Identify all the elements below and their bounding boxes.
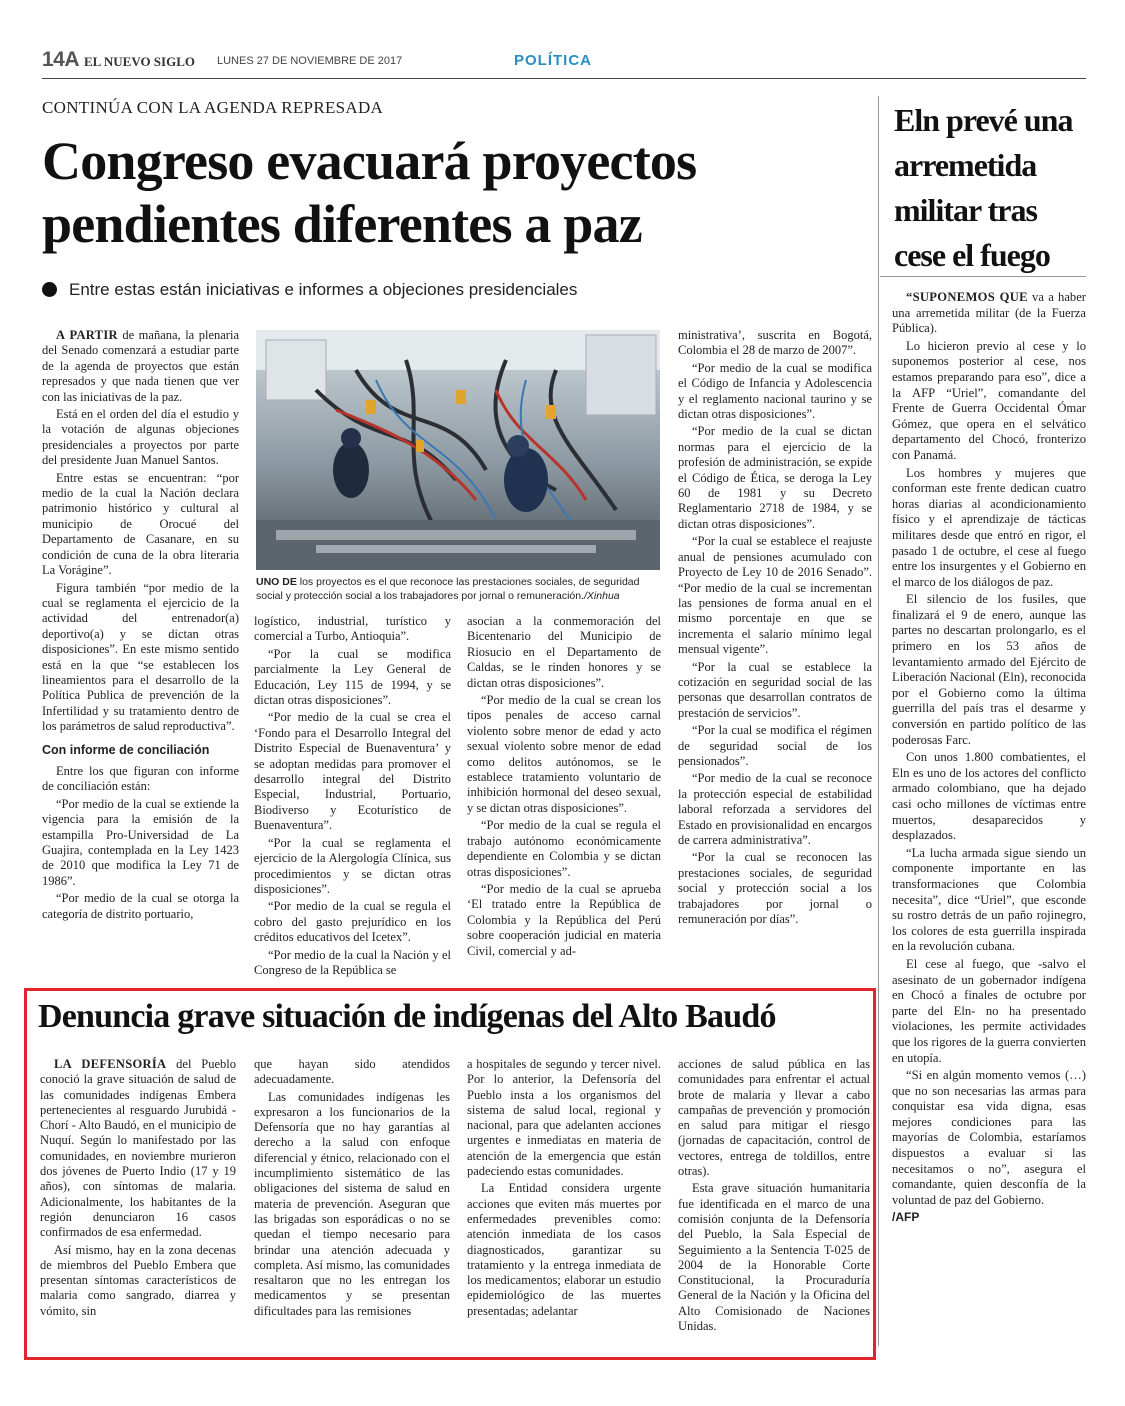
caption-lead: UNO DE — [256, 576, 297, 588]
article-deck — [42, 280, 862, 300]
paragraph-text: que hayan sido atendidos adecuadamente. — [254, 1057, 450, 1087]
paragraph-text: del Pueblo conoció la grave situación de salud de las comunidades indígenas Embera pertenecientes al resguardo Jurubidá - Chorí - Alto Baudó, en el municipio de Nuquí. Según lo manifestado por las comunidades, en noviembre murieron dos jóvenes de Puerto Indio (17 y 19 años), con síntomas de malaria. Adicionalmente, los habitantes de la región denunciaron 16 casos confirmados de esa enfermedad. — [40, 1057, 236, 1240]
paragraph — [892, 846, 1086, 955]
paragraph-text: “La lucha armada sigue siendo un componente importante en las transformaciones que Colombia necesita”, dice “Uriel”, que esconde su rostro detrás de un paño rojinegro, los colores de esta guerrilla inspirada en la revolución cubana. — [892, 845, 1086, 954]
paragraph — [254, 1057, 450, 1088]
paragraph — [254, 614, 451, 645]
paragraph — [42, 328, 239, 405]
paragraph-text: El cese al fuego, que -salvo el asesinato de un gobernador indígena en Chocó a finales de octubre por parte del Eln- no ha presentado violaciones, les permite actividades que los rigores de la guerra convierten en utopía. — [892, 956, 1086, 1065]
paragraph — [678, 534, 872, 657]
paragraph — [892, 592, 1086, 748]
article-subhead: Con informe de conciliación — [42, 742, 210, 757]
paragraph-text: acciones de salud pública en las comunidades para enfrentar el actual brote de malaria y llevar a cabo campañas de prevención y promoción en salud para mitigar el riesgo (jornadas de capacitación, control de vectores, entrega de toldillos, entre otras). — [678, 1057, 870, 1179]
caption-text: los proyectos es el que reconoce las prestaciones sociales, de seguridad social y protección social a los trabajadores por jornal o remuneración. — [256, 576, 640, 602]
article-headline: Congreso evacuará proyectos pendientes diferentes a paz — [42, 131, 697, 254]
page-header — [42, 48, 1086, 79]
article-photo — [256, 330, 660, 570]
paragraph-text: Entre estas se encuentran: “por medio de la cual la Nación declara patrimonio histórico y cultural al municipio de Orocué del Departamento de Casanare, en su condición de cuna de la obra literaria La Vorágine”. — [42, 470, 239, 578]
paragraph-text: “Por la cual se establece la cotización en seguridad social de las personas que desarrollan contratos de prestación de servicios”. — [678, 659, 872, 720]
paragraph — [678, 771, 872, 848]
sidebar-column — [892, 290, 1086, 1226]
paragraph — [254, 836, 451, 898]
paragraph-text: Los hombres y mujeres que conforman este frente dedican cuatro horas diarias al acondicionamiento físico y el aprendizaje de tácticas militares desde que entró en rigor, el pasado 1 de octubre, el cese al fuego entre los insurgentes y el Gobierno en el marco de los diálogos de paz. — [892, 465, 1086, 589]
box-column-2 — [254, 1057, 450, 1321]
deck-text: Entre estas están iniciativas e informes a objeciones presidenciales — [69, 280, 578, 299]
paragraph — [892, 1068, 1086, 1208]
paragraph — [892, 466, 1086, 591]
article-column-4 — [678, 328, 872, 929]
box-headline: Denuncia grave situación de indígenas del Alto Baudó — [38, 998, 776, 1035]
paragraph-text: “Por medio de la cual se regula el cobro del gasto prejurídico en los créditos educativos del Icetex”. — [254, 899, 451, 945]
sidebar-divider — [878, 96, 879, 1346]
box-column-3 — [467, 1057, 661, 1321]
article-column-3 — [467, 614, 661, 961]
paragraph — [40, 1243, 236, 1319]
paragraph-text: “Si en algún momento vemos (…) que no son necesarias las armas para conquistar esa vida digna, esas mejores condiciones para las mayorías de Colombia, estaríamos dispuestos a evaluar si las necesitamos o no”, asegura el comandante, quien desconfía de la voluntad de paz del Gobierno. — [892, 1068, 1086, 1207]
paragraph-text: “Por medio de la cual se regula el trabajo autónomo económicamente dependiente en Colombia y se dictan otras disposiciones”. — [467, 818, 661, 879]
page-number: 14A — [42, 48, 80, 71]
masthead: EL NUEVO SIGLO — [84, 54, 195, 69]
paragraph-text: ministrativa’, suscrita en Bogotá, Colombia el 28 de marzo de 2007”. — [678, 328, 872, 358]
caption-credit: /Xinhua — [584, 590, 620, 602]
paragraph — [42, 764, 239, 795]
paragraph — [892, 290, 1086, 337]
paragraph-text: Con unos 1.800 combatientes, el Eln es uno de los actores del conflicto armado colombiano, que ha dejado casi ocho millones de víctimas entre muertos, desaparecidos y desplazados. — [892, 750, 1086, 843]
paragraph-text: Entre los que figuran con informe de conciliación están: — [42, 763, 239, 794]
paragraph — [467, 882, 661, 959]
paragraph-text: “Por medio de la cual se crean los tipos penales de acceso carnal violento sobre menor de edad y acto sexual violento sobre menor de edad como delitos autónomos, se le establece tratamiento voluntario de inhibición hormonal del deseo sexual, y se dictan otras disposiciones”. — [467, 693, 661, 815]
paragraph — [467, 614, 661, 691]
box-column-4 — [678, 1057, 870, 1336]
factory-photo-illustration — [256, 330, 660, 570]
paragraph-text: logístico, industrial, turístico y comercial a Turbo, Antioquia”. — [254, 614, 451, 644]
paragraph — [42, 797, 239, 889]
paragraph-text: “Por medio de la cual se modifica el Código de Infancia y Adolescencia y el reglamento nacional taurino y se dictan otras disposiciones”. — [678, 360, 872, 422]
paragraph — [254, 710, 451, 833]
paragraph-text: de mañana, la plenaria del Senado comenzará a estudiar parte de la agenda de proyectos que están represados y que nada tienen que ver con las iniciativas de la paz. — [42, 328, 239, 404]
paragraph — [892, 339, 1086, 464]
article-column-1 — [42, 328, 239, 924]
paragraph-text: Las comunidades indígenas les expresaron a los funcionarios de la Defensoría que no hay garantías al derecho a la salud con enfoque diferencial y étnico, relacionado con el incumplimiento sistemático de las obligaciones del sistema de salud en materia de prevención. Aseguran que las brigadas son esporádicas o no se quedan el tiempo necesario para brindar una atención adecuada y completa. Así mismo, las comunidades resaltaron que no les entregan los medicamentos y se presentan dificultades para las remisiones — [254, 1089, 450, 1318]
paragraph-text: “Por medio de la cual se otorga la categoría de distrito portuario, — [42, 891, 239, 921]
box-column-1 — [40, 1057, 236, 1321]
paragraph — [254, 1090, 450, 1319]
lead-in: A PARTIR — [56, 328, 118, 342]
paragraph-text: Lo hicieron previo al cese y lo suponemos posterior al cese, nos estamos preparando para eso”, dice a la AFP “Uriel”, comandante del Frente de Guerra Occidental Ómar Gómez, que opera en el selvático departamento del Chocó, fronterizo con Panamá. — [892, 338, 1086, 462]
paragraph — [467, 1181, 661, 1319]
paragraph — [42, 581, 239, 735]
paragraph-text: “Por medio de la cual se reconoce la protección especial de estabilidad laboral reforzada a servidores del Estado en provisionalidad en encargos de carrera administrativa”. — [678, 771, 872, 847]
paragraph — [42, 407, 239, 469]
paragraph-text: “Por medio de la cual se crea el ‘Fondo para el Desarrollo Integral del Distrito Especial de Buenaventura’ y se adoptan medidas para promover el desarrollo integral del Distrito Especial, Industrial, Portuario, Biodiverso y Ecoturístico de Buenaventura”. — [254, 710, 451, 833]
paragraph-text: “Por la cual se modifica parcialmente la Ley General de Educación, Ley 115 de 1994, y se dictan otras disposiciones”. — [254, 646, 451, 708]
paragraph — [254, 899, 451, 945]
paragraph-text: “Por medio de la cual se dictan normas para el ejercicio de la profesión de administración, se expide el Código de Ética, se deroga la Ley 60 de 1981 y su Decreto Reglamentario 2718 de 1984, y se dictan otras disposiciones”. — [678, 424, 872, 531]
paragraph — [678, 850, 872, 927]
paragraph — [467, 693, 661, 816]
paragraph-text: “Por la cual se establece el reajuste anual de pensiones acumulado con Proyecto de Ley 10 de 2016 Senado”. “Por medio de la cual se incrementan las pensiones de forma anual en el mismo porcentaje en que se incrementa el salario mínimo legal mensual vigente”. — [678, 534, 872, 657]
paragraph — [678, 1181, 870, 1334]
sidebar-credit: /AFP — [892, 1210, 920, 1225]
paragraph — [678, 361, 872, 423]
paragraph — [678, 723, 872, 769]
paragraph — [678, 660, 872, 722]
sidebar-rule — [880, 276, 1086, 277]
paragraph — [42, 891, 239, 922]
paragraph-text: “Por la cual se modifica el régimen de seguridad social de los pensionados”. — [678, 723, 872, 768]
photo-caption — [256, 575, 656, 603]
paragraph — [467, 818, 661, 880]
paragraph — [467, 1057, 661, 1179]
paragraph — [40, 1057, 236, 1241]
paragraph-text: asocian a la conmemoración del Bicentenario del Municipio de Riosucio en el Departamento de Caldas, se le rinden honores y se dictan otras disposiciones”. — [467, 614, 661, 690]
paragraph — [892, 750, 1086, 844]
paragraph-text: El silencio de los fusiles, que finalizará el 9 de enero, aunque las partes no descartan prolongarlo, es el primero en los 53 años de levantamiento armado del Ejército de Liberación Nacional (Eln), reconocida por el Gobierno como la última guerrilla del país tras el desarme y conversión en partido político de las poderosas Farc. — [892, 592, 1086, 747]
paragraph-text: “Por la cual se reconocen las prestaciones sociales, de seguridad social y protección social a los trabajadores por jornal o remuneración por días”. — [678, 850, 872, 927]
sidebar-headline: Eln prevé una arremetida militar tras cese el fuego — [894, 102, 1073, 273]
paragraph — [678, 424, 872, 532]
section-label: POLÍTICA — [514, 52, 592, 69]
article-kicker: CONTINÚA CON LA AGENDA REPRESADA — [42, 98, 384, 117]
paragraph-text: Figura también “por medio de la cual se reglamenta el ejercicio de la actividad del entrenador(a) deportivo(a) y se dictan otras disposiciones”. En este mismo sentido está en la que “se establecen los lineamientos para el desarrollo de la Política Publica de prevención de la Infertilidad y su tratamiento dentro de los parámetros de salud reproductiva”. — [42, 580, 239, 734]
paragraph — [678, 1057, 870, 1179]
paragraph-text: Esta grave situación humanitaria fue identificada en el marco de una comisión conjunta de la Defensoría del Pueblo, la Sala Especial de Seguimiento a la Sentencia T-025 de 2004 de la Honorable Corte Constitucional, la Procuraduría General de la Nación y la Oficina del Alto Comisionado de Naciones Unidas. — [678, 1181, 870, 1334]
paragraph — [892, 957, 1086, 1066]
paragraph-text: “Por medio de la cual se extiende la vigencia para la emisión de la estampilla Pro-Universidad de La Guajira, contemplada en la Ley 1423 de 2010 que modifica la Ley 71 de 1986”. — [42, 796, 239, 888]
paragraph-text: Así mismo, hay en la zona decenas de miembros del Pueblo Embera que presentan síntomas característicos de malaria como sangrado, diarrea y vómito, sin — [40, 1242, 236, 1318]
paragraph-text: va a haber una arremetida militar (de la Fuerza Pública). — [892, 290, 1086, 336]
article-column-2 — [254, 614, 451, 980]
paragraph — [254, 948, 451, 979]
lead-in: LA DEFENSORÍA — [54, 1057, 167, 1071]
paragraph — [254, 647, 451, 709]
deck-bullet-icon — [42, 282, 57, 297]
paragraph-text: La Entidad considera urgente acciones que eviten más muertes por enfermedades prevenibles como: atención inmediata de los casos diagnosticados, garantizar su tratamiento y la entrega inmediata de los medicamentos; elaborar un estudio epidemiológico de las muertes presentadas; adelantar — [467, 1181, 661, 1318]
paragraph — [42, 471, 239, 579]
dateline: LUNES 27 DE NOVIEMBRE DE 2017 — [217, 55, 403, 67]
paragraph — [678, 328, 872, 359]
paragraph-text: Está en el orden del día el estudio y la votación de algunas objeciones presidenciales a proyectos por parte del presidente Juan Manuel Santos. — [42, 407, 239, 468]
paragraph-text: “Por la cual se reglamenta el ejercicio de la Alergología Clínica, sus procedimientos y se dictan otras disposiciones”. — [254, 835, 451, 896]
lead-in: “SUPONEMOS QUE — [906, 290, 1028, 304]
paragraph-text: “Por medio de la cual la Nación y el Congreso de la República se — [254, 947, 451, 977]
paragraph-text: a hospitales de segundo y tercer nivel. Por lo anterior, la Defensoría del Pueblo insta a los organismos del sistema de salud local, regional y nacional, para que adelanten acciones urgentes e inmediatas en materia de atención de la emergencia que están padeciendo estas comunidades. — [467, 1057, 661, 1179]
paragraph-text: “Por medio de la cual se aprueba ‘El tratado entre la República de Colombia y la República del Perú sobre cooperación judicial en materia Civil, comercial y ad- — [467, 881, 661, 958]
